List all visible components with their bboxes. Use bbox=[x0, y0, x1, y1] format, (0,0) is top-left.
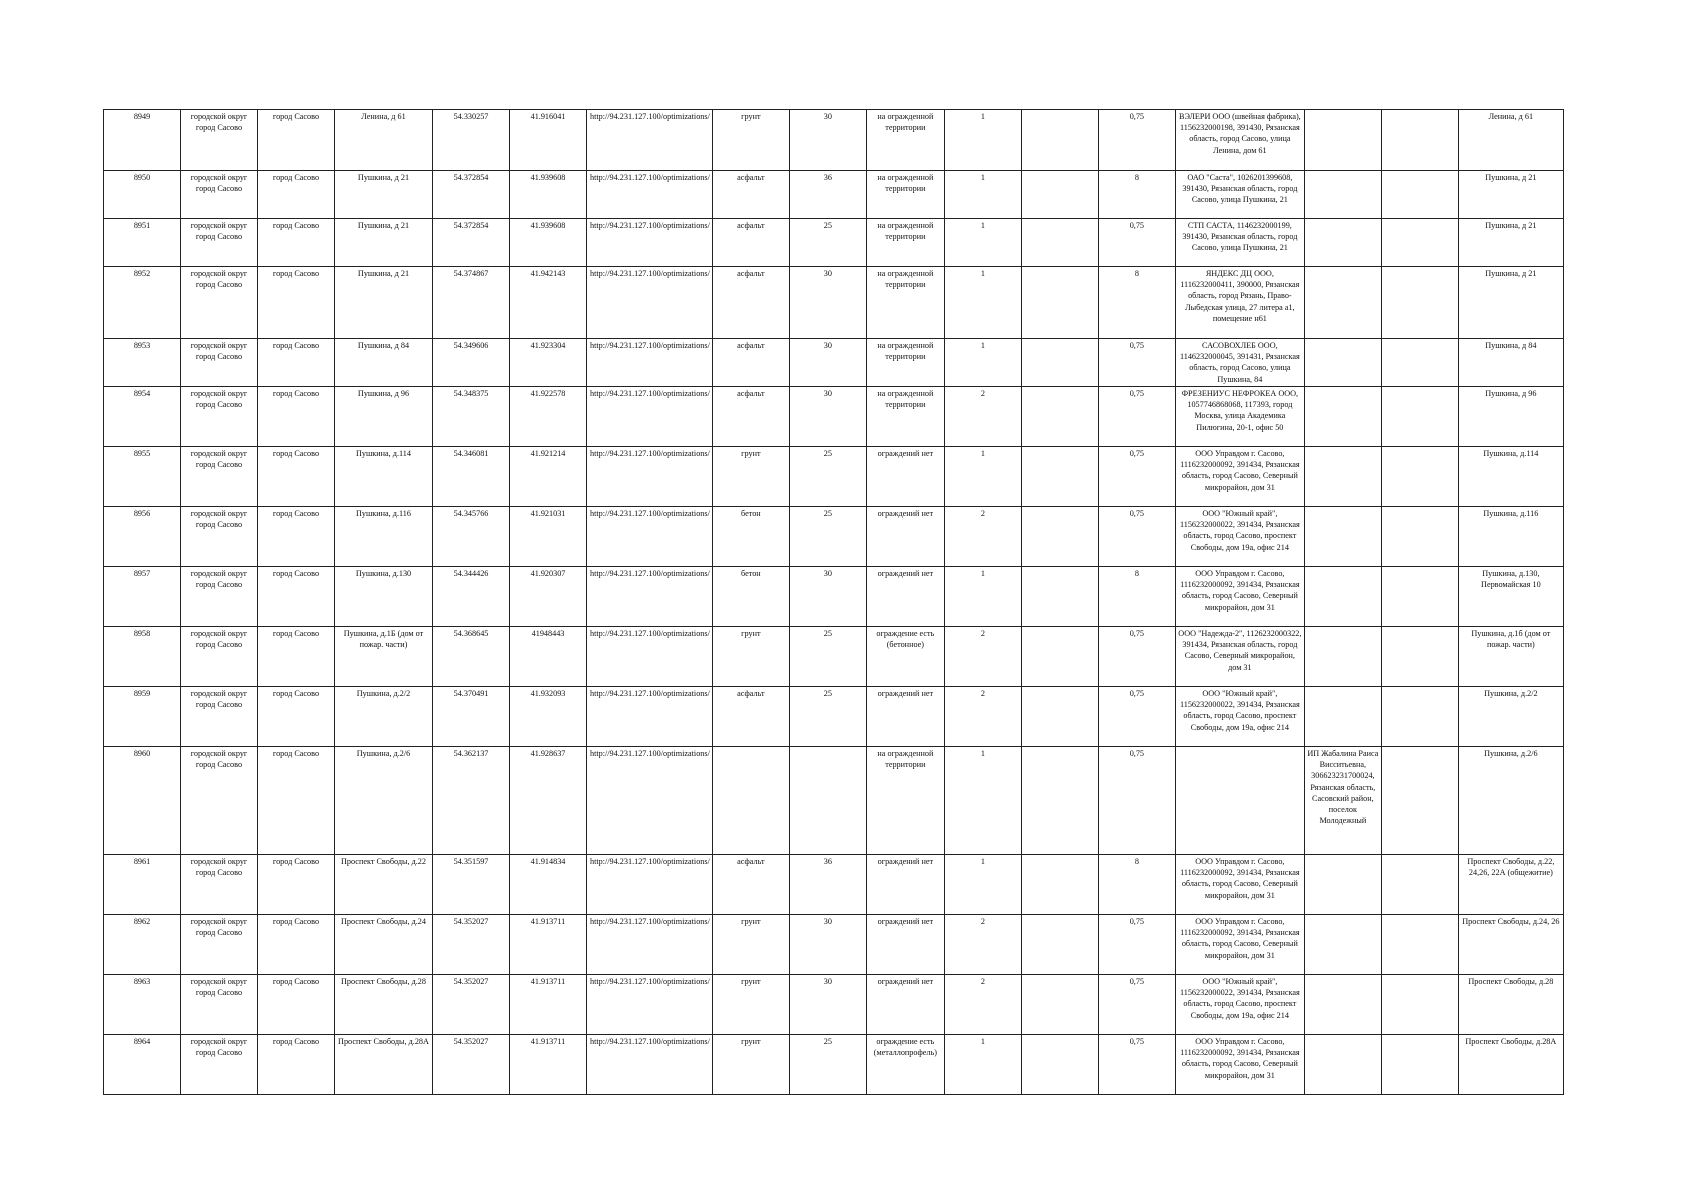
cell-latitude: 54.346081 bbox=[433, 447, 510, 507]
table-body bbox=[104, 110, 1564, 1095]
cell-number: 8954 bbox=[104, 387, 181, 447]
cell-empty bbox=[1021, 339, 1098, 387]
cell-owner-ip bbox=[1304, 687, 1381, 747]
cell-sources: Пушкина, д 84 bbox=[1458, 339, 1563, 387]
cell-url: http://94.231.127.100/optimizations/ bbox=[587, 855, 713, 915]
cell-number: 8961 bbox=[104, 855, 181, 915]
cell-address: Пушкина, д 21 bbox=[335, 267, 433, 339]
cell-volume: 0,75 bbox=[1098, 1035, 1175, 1095]
cell-number: 8950 bbox=[104, 171, 181, 219]
table-row bbox=[104, 447, 1564, 507]
cell-empty bbox=[1381, 975, 1458, 1035]
cell-area: 30 bbox=[789, 110, 866, 171]
cell-url: http://94.231.127.100/optimizations/ bbox=[587, 747, 713, 855]
cell-empty bbox=[1021, 387, 1098, 447]
cell-url: http://94.231.127.100/optimizations/ bbox=[587, 687, 713, 747]
table-row bbox=[104, 267, 1564, 339]
cell-owner-org: САСОВОХЛЕБ ООО, 1146232000045, 391431, Рязанская область, город Сасово, улица Пушкина, 84 bbox=[1175, 339, 1304, 387]
cell-longitude: 41.921214 bbox=[510, 447, 587, 507]
cell-url: http://94.231.127.100/optimizations/ bbox=[587, 975, 713, 1035]
cell-sources: Проспект Свободы, д.28А bbox=[1458, 1035, 1563, 1095]
cell-sources: Пушкина, д 21 bbox=[1458, 267, 1563, 339]
cell-surface: грунт bbox=[712, 627, 789, 687]
cell-empty bbox=[1021, 687, 1098, 747]
cell-longitude: 41.939608 bbox=[510, 219, 587, 267]
cell-surface: асфальт bbox=[712, 171, 789, 219]
cell-empty bbox=[1381, 110, 1458, 171]
table-row bbox=[104, 219, 1564, 267]
cell-owner-org: ООО Управдом г. Сасово, 1116232000092, 391434, Рязанская область, город Сасово, Северный микрорайон, дом 31 bbox=[1175, 1035, 1304, 1095]
cell-district: городской округ город Сасово bbox=[181, 915, 258, 975]
cell-container-count: 2 bbox=[944, 687, 1021, 747]
cell-url: http://94.231.127.100/optimizations/ bbox=[587, 627, 713, 687]
cell-area: 30 bbox=[789, 387, 866, 447]
cell-empty bbox=[1021, 507, 1098, 567]
cell-latitude: 54.330257 bbox=[433, 110, 510, 171]
cell-sources: Ленина, д 61 bbox=[1458, 110, 1563, 171]
cell-settlement: город Сасово bbox=[258, 687, 335, 747]
cell-empty bbox=[1381, 747, 1458, 855]
cell-latitude: 54.344426 bbox=[433, 567, 510, 627]
cell-area: 30 bbox=[789, 975, 866, 1035]
cell-longitude: 41.928637 bbox=[510, 747, 587, 855]
cell-settlement: город Сасово bbox=[258, 507, 335, 567]
cell-fence: ограждений нет bbox=[866, 855, 944, 915]
cell-owner-org bbox=[1175, 747, 1304, 855]
cell-address: Пушкина, д.1Б (дом от пожар. части) bbox=[335, 627, 433, 687]
cell-surface: грунт bbox=[712, 975, 789, 1035]
cell-sources: Пушкина, д.114 bbox=[1458, 447, 1563, 507]
cell-settlement: город Сасово bbox=[258, 627, 335, 687]
cell-owner-org: ООО "Южный край", 1156232000022, 391434, Рязанская область, город Сасово, проспект Свободы, дом 19а, офис 214 bbox=[1175, 507, 1304, 567]
cell-longitude: 41.920307 bbox=[510, 567, 587, 627]
cell-settlement: город Сасово bbox=[258, 975, 335, 1035]
cell-fence: ограждений нет bbox=[866, 507, 944, 567]
cell-area bbox=[789, 747, 866, 855]
cell-container-count: 1 bbox=[944, 447, 1021, 507]
cell-address: Проспект Свободы, д.24 bbox=[335, 915, 433, 975]
cell-url: http://94.231.127.100/optimizations/ bbox=[587, 339, 713, 387]
cell-address: Пушкина, д.130 bbox=[335, 567, 433, 627]
cell-fence: на огражденной территории bbox=[866, 171, 944, 219]
cell-empty bbox=[1381, 387, 1458, 447]
cell-address: Проспект Свободы, д.28 bbox=[335, 975, 433, 1035]
table-row bbox=[104, 855, 1564, 915]
cell-container-count: 1 bbox=[944, 219, 1021, 267]
cell-surface: грунт bbox=[712, 447, 789, 507]
cell-empty bbox=[1021, 975, 1098, 1035]
cell-district: городской округ город Сасово bbox=[181, 110, 258, 171]
cell-empty bbox=[1381, 171, 1458, 219]
cell-settlement: город Сасово bbox=[258, 219, 335, 267]
cell-surface: асфальт bbox=[712, 219, 789, 267]
cell-owner-org: ОАО "Саста", 1026201399608, 391430, Рязанская область, город Сасово, улица Пушкина, 21 bbox=[1175, 171, 1304, 219]
cell-latitude: 54.352027 bbox=[433, 975, 510, 1035]
cell-latitude: 54.349606 bbox=[433, 339, 510, 387]
cell-latitude: 54.345766 bbox=[433, 507, 510, 567]
cell-surface: асфальт bbox=[712, 855, 789, 915]
cell-url: http://94.231.127.100/optimizations/ bbox=[587, 171, 713, 219]
cell-volume: 0,75 bbox=[1098, 747, 1175, 855]
cell-owner-ip bbox=[1304, 627, 1381, 687]
cell-url: http://94.231.127.100/optimizations/ bbox=[587, 1035, 713, 1095]
cell-owner-ip bbox=[1304, 171, 1381, 219]
cell-empty bbox=[1381, 219, 1458, 267]
cell-empty bbox=[1021, 627, 1098, 687]
cell-latitude: 54.372854 bbox=[433, 171, 510, 219]
cell-address: Пушкина, д 21 bbox=[335, 219, 433, 267]
cell-sources: Пушкина, д.116 bbox=[1458, 507, 1563, 567]
table-row bbox=[104, 627, 1564, 687]
cell-container-count: 1 bbox=[944, 267, 1021, 339]
cell-owner-org: ЯНДЕКС ДЦ ООО, 1116232000411, 390000, Рязанская область, город Рязань, Право-Лыбедская улица, 27 литера а1, помещение н61 bbox=[1175, 267, 1304, 339]
cell-address: Пушкина, д.114 bbox=[335, 447, 433, 507]
cell-address: Пушкина, д.116 bbox=[335, 507, 433, 567]
cell-number: 8964 bbox=[104, 1035, 181, 1095]
cell-fence: ограждений нет bbox=[866, 915, 944, 975]
cell-empty bbox=[1381, 507, 1458, 567]
cell-surface bbox=[712, 747, 789, 855]
cell-container-count: 1 bbox=[944, 171, 1021, 219]
cell-address: Проспект Свободы, д.28А bbox=[335, 1035, 433, 1095]
cell-fence: ограждений нет bbox=[866, 567, 944, 627]
cell-owner-org: СТП САСТА, 1146232000199, 391430, Рязанская область, город Сасово, улица Пушкина, 21 bbox=[1175, 219, 1304, 267]
cell-owner-org: ООО Управдом г. Сасово, 1116232000092, 391434, Рязанская область, город Сасово, Северный микрорайон, дом 31 bbox=[1175, 915, 1304, 975]
cell-owner-ip bbox=[1304, 339, 1381, 387]
table-row bbox=[104, 567, 1564, 627]
cell-volume: 8 bbox=[1098, 567, 1175, 627]
cell-surface: асфальт bbox=[712, 339, 789, 387]
cell-latitude: 54.352027 bbox=[433, 915, 510, 975]
cell-empty bbox=[1381, 447, 1458, 507]
cell-address: Пушкина, д.2/2 bbox=[335, 687, 433, 747]
cell-owner-org: ФРЕЗЕНИУС НЕФРОКЕА ООО, 1057746868068, 117393, город Москва, улица Академика Пилюгина, 20-1, офис 50 bbox=[1175, 387, 1304, 447]
table-row bbox=[104, 171, 1564, 219]
cell-fence: ограждение есть (металлопрофель) bbox=[866, 1035, 944, 1095]
cell-surface: бетон bbox=[712, 507, 789, 567]
cell-address: Пушкина, д 21 bbox=[335, 171, 433, 219]
cell-area: 30 bbox=[789, 339, 866, 387]
cell-area: 25 bbox=[789, 1035, 866, 1095]
cell-surface: асфальт bbox=[712, 387, 789, 447]
cell-number: 8957 bbox=[104, 567, 181, 627]
cell-longitude: 41.916041 bbox=[510, 110, 587, 171]
cell-sources: Пушкина, д.2/6 bbox=[1458, 747, 1563, 855]
cell-owner-ip bbox=[1304, 267, 1381, 339]
cell-settlement: город Сасово bbox=[258, 387, 335, 447]
cell-fence: на огражденной территории bbox=[866, 219, 944, 267]
cell-district: городской округ город Сасово bbox=[181, 687, 258, 747]
cell-settlement: город Сасово bbox=[258, 267, 335, 339]
table-row bbox=[104, 387, 1564, 447]
cell-owner-org: ООО Управдом г. Сасово, 1116232000092, 391434, Рязанская область, город Сасово, Северный микрорайон, дом 31 bbox=[1175, 855, 1304, 915]
cell-surface: асфальт bbox=[712, 687, 789, 747]
cell-volume: 0,75 bbox=[1098, 110, 1175, 171]
cell-district: городской округ город Сасово bbox=[181, 447, 258, 507]
cell-fence: на огражденной территории bbox=[866, 267, 944, 339]
cell-fence: ограждений нет bbox=[866, 975, 944, 1035]
cell-surface: бетон bbox=[712, 567, 789, 627]
cell-container-count: 2 bbox=[944, 975, 1021, 1035]
cell-fence: на огражденной территории bbox=[866, 747, 944, 855]
cell-sources: Пушкина, д 96 bbox=[1458, 387, 1563, 447]
cell-surface: грунт bbox=[712, 110, 789, 171]
cell-owner-org: ООО "Южный край", 1156232000022, 391434, Рязанская область, город Сасово, проспект Свободы, дом 19а, офис 214 bbox=[1175, 687, 1304, 747]
cell-number: 8963 bbox=[104, 975, 181, 1035]
cell-volume: 0,75 bbox=[1098, 915, 1175, 975]
cell-longitude: 41.942143 bbox=[510, 267, 587, 339]
table-row bbox=[104, 1035, 1564, 1095]
cell-owner-ip bbox=[1304, 110, 1381, 171]
cell-owner-org: ООО Управдом г. Сасово, 1116232000092, 391434, Рязанская область, город Сасово, Северный микрорайон, дом 31 bbox=[1175, 567, 1304, 627]
cell-fence: на огражденной территории bbox=[866, 110, 944, 171]
cell-container-count: 2 bbox=[944, 387, 1021, 447]
cell-district: городской округ город Сасово bbox=[181, 219, 258, 267]
cell-container-count: 1 bbox=[944, 339, 1021, 387]
cell-container-count: 1 bbox=[944, 747, 1021, 855]
table-row bbox=[104, 687, 1564, 747]
cell-volume: 8 bbox=[1098, 855, 1175, 915]
registry-table bbox=[103, 109, 1564, 1095]
cell-url: http://94.231.127.100/optimizations/ bbox=[587, 507, 713, 567]
cell-volume: 0,75 bbox=[1098, 219, 1175, 267]
cell-sources: Пушкина, д.1б (дом от пожар. части) bbox=[1458, 627, 1563, 687]
cell-volume: 0,75 bbox=[1098, 627, 1175, 687]
cell-district: городской округ город Сасово bbox=[181, 171, 258, 219]
cell-container-count: 2 bbox=[944, 507, 1021, 567]
cell-volume: 0,75 bbox=[1098, 687, 1175, 747]
cell-longitude: 41.939608 bbox=[510, 171, 587, 219]
cell-volume: 0,75 bbox=[1098, 507, 1175, 567]
cell-district: городской округ город Сасово bbox=[181, 507, 258, 567]
cell-number: 8962 bbox=[104, 915, 181, 975]
cell-owner-ip: ИП Жабалина Раиса Висситьевна, 306623231700024, Рязанская область, Сасовский район, поселок Молодежный bbox=[1304, 747, 1381, 855]
cell-owner-ip bbox=[1304, 975, 1381, 1035]
cell-longitude: 41.921031 bbox=[510, 507, 587, 567]
cell-empty bbox=[1021, 747, 1098, 855]
cell-empty bbox=[1021, 855, 1098, 915]
cell-latitude: 54.362137 bbox=[433, 747, 510, 855]
cell-latitude: 54.368645 bbox=[433, 627, 510, 687]
cell-latitude: 54.374867 bbox=[433, 267, 510, 339]
cell-empty bbox=[1381, 567, 1458, 627]
cell-district: городской округ город Сасово bbox=[181, 855, 258, 915]
cell-url: http://94.231.127.100/optimizations/ bbox=[587, 567, 713, 627]
cell-address: Пушкина, д.2/6 bbox=[335, 747, 433, 855]
cell-owner-ip bbox=[1304, 855, 1381, 915]
cell-volume: 0,75 bbox=[1098, 387, 1175, 447]
cell-empty bbox=[1021, 267, 1098, 339]
cell-latitude: 54.348375 bbox=[433, 387, 510, 447]
cell-container-count: 2 bbox=[944, 627, 1021, 687]
cell-longitude: 41.913711 bbox=[510, 975, 587, 1035]
cell-url: http://94.231.127.100/optimizations/ bbox=[587, 915, 713, 975]
cell-latitude: 54.352027 bbox=[433, 1035, 510, 1095]
cell-settlement: город Сасово bbox=[258, 567, 335, 627]
table-row bbox=[104, 747, 1564, 855]
cell-number: 8949 bbox=[104, 110, 181, 171]
cell-district: городской округ город Сасово bbox=[181, 1035, 258, 1095]
cell-area: 25 bbox=[789, 687, 866, 747]
cell-latitude: 54.372854 bbox=[433, 219, 510, 267]
cell-url: http://94.231.127.100/optimizations/ bbox=[587, 219, 713, 267]
table-row bbox=[104, 975, 1564, 1035]
cell-empty bbox=[1021, 1035, 1098, 1095]
cell-settlement: город Сасово bbox=[258, 855, 335, 915]
cell-empty bbox=[1381, 267, 1458, 339]
cell-sources: Проспект Свободы, д.24, 26 bbox=[1458, 915, 1563, 975]
cell-number: 8960 bbox=[104, 747, 181, 855]
cell-district: городской округ город Сасово bbox=[181, 267, 258, 339]
cell-empty bbox=[1021, 110, 1098, 171]
cell-owner-org: ВЭЛЕРИ ООО (швейная фабрика), 1156232000198, 391430, Рязанская область, город Сасово, улица Ленина, дом 61 bbox=[1175, 110, 1304, 171]
cell-longitude: 41.932093 bbox=[510, 687, 587, 747]
table-row bbox=[104, 915, 1564, 975]
cell-owner-org: ООО "Южный край", 1156232000022, 391434, Рязанская область, город Сасово, проспект Свободы, дом 19а, офис 214 bbox=[1175, 975, 1304, 1035]
cell-settlement: город Сасово bbox=[258, 171, 335, 219]
cell-number: 8959 bbox=[104, 687, 181, 747]
cell-empty bbox=[1381, 687, 1458, 747]
cell-fence: на огражденной территории bbox=[866, 339, 944, 387]
cell-url: http://94.231.127.100/optimizations/ bbox=[587, 447, 713, 507]
cell-owner-ip bbox=[1304, 447, 1381, 507]
cell-container-count: 1 bbox=[944, 110, 1021, 171]
cell-surface: грунт bbox=[712, 915, 789, 975]
cell-surface: грунт bbox=[712, 1035, 789, 1095]
cell-settlement: город Сасово bbox=[258, 339, 335, 387]
table-row bbox=[104, 339, 1564, 387]
cell-empty bbox=[1021, 915, 1098, 975]
cell-longitude: 41.913711 bbox=[510, 915, 587, 975]
table-row bbox=[104, 110, 1564, 171]
cell-number: 8958 bbox=[104, 627, 181, 687]
cell-sources: Пушкина, д.130, Первомайская 10 bbox=[1458, 567, 1563, 627]
cell-container-count: 2 bbox=[944, 915, 1021, 975]
cell-sources: Проспект Свободы, д.22, 24,26, 22А (общежитие) bbox=[1458, 855, 1563, 915]
cell-owner-ip bbox=[1304, 1035, 1381, 1095]
cell-owner-org: ООО Управдом г. Сасово, 1116232000092, 391434, Рязанская область, город Сасово, Северный микрорайон, дом 31 bbox=[1175, 447, 1304, 507]
cell-settlement: город Сасово bbox=[258, 447, 335, 507]
cell-district: городской округ город Сасово bbox=[181, 567, 258, 627]
cell-number: 8953 bbox=[104, 339, 181, 387]
cell-empty bbox=[1021, 219, 1098, 267]
cell-empty bbox=[1381, 627, 1458, 687]
cell-fence: ограждений нет bbox=[866, 447, 944, 507]
cell-settlement: город Сасово bbox=[258, 1035, 335, 1095]
cell-empty bbox=[1381, 339, 1458, 387]
cell-fence: ограждение есть (бетонное) bbox=[866, 627, 944, 687]
cell-area: 36 bbox=[789, 171, 866, 219]
cell-url: http://94.231.127.100/optimizations/ bbox=[587, 387, 713, 447]
cell-address: Пушкина, д 96 bbox=[335, 387, 433, 447]
cell-area: 25 bbox=[789, 447, 866, 507]
cell-address: Ленина, д 61 bbox=[335, 110, 433, 171]
cell-empty bbox=[1381, 855, 1458, 915]
cell-number: 8955 bbox=[104, 447, 181, 507]
cell-latitude: 54.370491 bbox=[433, 687, 510, 747]
cell-empty bbox=[1381, 915, 1458, 975]
cell-empty bbox=[1021, 447, 1098, 507]
cell-settlement: город Сасово bbox=[258, 915, 335, 975]
cell-number: 8951 bbox=[104, 219, 181, 267]
cell-container-count: 1 bbox=[944, 567, 1021, 627]
cell-sources: Пушкина, д 21 bbox=[1458, 171, 1563, 219]
cell-fence: ограждений нет bbox=[866, 687, 944, 747]
cell-owner-ip bbox=[1304, 567, 1381, 627]
cell-container-count: 1 bbox=[944, 1035, 1021, 1095]
cell-volume: 8 bbox=[1098, 267, 1175, 339]
cell-longitude: 41.923304 bbox=[510, 339, 587, 387]
cell-empty bbox=[1021, 171, 1098, 219]
cell-owner-org: ООО "Надежда-2", 1126232000322, 391434, Рязанская область, город Сасово, Северный микрорайон, дом 31 bbox=[1175, 627, 1304, 687]
cell-empty bbox=[1381, 1035, 1458, 1095]
cell-empty bbox=[1021, 567, 1098, 627]
cell-owner-ip bbox=[1304, 219, 1381, 267]
cell-fence: на огражденной территории bbox=[866, 387, 944, 447]
cell-sources: Пушкина, д.2/2 bbox=[1458, 687, 1563, 747]
cell-longitude: 41.913711 bbox=[510, 1035, 587, 1095]
cell-area: 30 bbox=[789, 915, 866, 975]
cell-address: Пушкина, д 84 bbox=[335, 339, 433, 387]
cell-url: http://94.231.127.100/optimizations/ bbox=[587, 110, 713, 171]
cell-area: 25 bbox=[789, 627, 866, 687]
cell-settlement: город Сасово bbox=[258, 110, 335, 171]
cell-sources: Проспект Свободы, д.28 bbox=[1458, 975, 1563, 1035]
cell-address: Проспект Свободы, д.22 bbox=[335, 855, 433, 915]
cell-longitude: 41.922578 bbox=[510, 387, 587, 447]
cell-surface: асфальт bbox=[712, 267, 789, 339]
cell-area: 30 bbox=[789, 567, 866, 627]
cell-settlement: город Сасово bbox=[258, 747, 335, 855]
cell-longitude: 41.914834 bbox=[510, 855, 587, 915]
cell-district: городской округ город Сасово bbox=[181, 747, 258, 855]
cell-area: 25 bbox=[789, 507, 866, 567]
cell-container-count: 1 bbox=[944, 855, 1021, 915]
cell-volume: 8 bbox=[1098, 171, 1175, 219]
cell-district: городской округ город Сасово bbox=[181, 975, 258, 1035]
cell-longitude: 41948443 bbox=[510, 627, 587, 687]
cell-area: 25 bbox=[789, 219, 866, 267]
cell-number: 8952 bbox=[104, 267, 181, 339]
cell-owner-ip bbox=[1304, 507, 1381, 567]
cell-volume: 0,75 bbox=[1098, 447, 1175, 507]
cell-sources: Пушкина, д 21 bbox=[1458, 219, 1563, 267]
cell-volume: 0,75 bbox=[1098, 339, 1175, 387]
cell-url: http://94.231.127.100/optimizations/ bbox=[587, 267, 713, 339]
cell-number: 8956 bbox=[104, 507, 181, 567]
cell-owner-ip bbox=[1304, 915, 1381, 975]
cell-district: городской округ город Сасово bbox=[181, 339, 258, 387]
cell-latitude: 54.351597 bbox=[433, 855, 510, 915]
cell-area: 36 bbox=[789, 855, 866, 915]
table-row bbox=[104, 507, 1564, 567]
cell-district: городской округ город Сасово bbox=[181, 387, 258, 447]
cell-area: 30 bbox=[789, 267, 866, 339]
cell-district: городской округ город Сасово bbox=[181, 627, 258, 687]
cell-owner-ip bbox=[1304, 387, 1381, 447]
cell-volume: 0,75 bbox=[1098, 975, 1175, 1035]
